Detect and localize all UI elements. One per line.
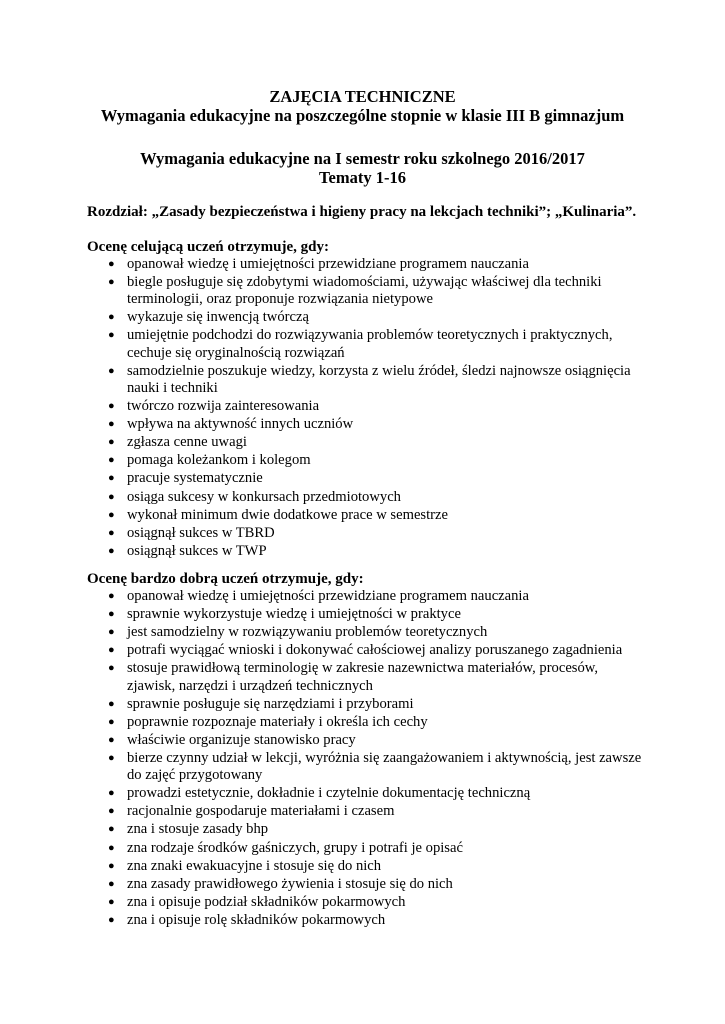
list-item: ● stosuje prawidłową terminologię w zakresie nazewnictwa materiałów, procesów, zjawisk, narzędzi i urządzeń technicznych <box>108 660 599 694</box>
bullet-icon: ● <box>108 662 115 675</box>
list-item: ● osiągnął sukces w TBRD <box>108 524 275 541</box>
list-item: ● racjonalnie gospodaruje materiałami i czasem <box>108 803 395 820</box>
list-item: ● osiąga sukcesy w konkursach przedmiotowych <box>108 488 401 505</box>
list-item: ● zna rodzaje środków gaśniczych, grupy i potrafi je opisać <box>108 839 463 856</box>
list-item: ● pracuje systematycznie <box>108 470 263 487</box>
list-item: ● wykonał minimum dwie dodatkowe prace w semestrze <box>108 506 448 523</box>
document-subtitle: Wymagania edukacyjne na poszczególne stopnie w klasie III B gimnazjum <box>100 106 625 125</box>
list-item: ● jest samodzielny w rozwiązywaniu problemów teoretycznych <box>108 624 488 641</box>
bullet-icon: ● <box>108 913 115 926</box>
bullet-icon: ● <box>108 526 115 539</box>
list-item: ● opanował wiedzę i umiejętności przewidziane programem nauczania <box>108 588 529 604</box>
list-item: ● wpływa na aktywność innych uczniów <box>108 416 354 433</box>
bullet-icon: ● <box>108 590 115 602</box>
list-item: ● zna i stosuje zasady bhp <box>108 821 269 838</box>
list-item: ● wykazuje się inwencją twórczą <box>108 309 309 326</box>
list-item: ● bierze czynny udział w lekcji, wyróżnia się zaangażowaniem i aktywnością, jest zawsze do zajęć przygotowany <box>108 749 642 784</box>
bullet-icon: ● <box>108 311 115 324</box>
list-item: ● prowadzi estetycznie, dokładnie i czytelnie dokumentację techniczną <box>108 785 531 802</box>
bullet-icon: ● <box>108 472 115 485</box>
list-item: ● zna i opisuje rolę składników pokarmowych <box>108 911 386 928</box>
list-item: ● zgłasza cenne uwagi <box>108 434 247 451</box>
bullet-icon: ● <box>108 436 115 449</box>
bullet-icon: ● <box>108 644 115 657</box>
list-item: ● poprawnie rozpoznaje materiały i określa ich cechy <box>108 713 428 730</box>
bullet-icon: ● <box>108 841 115 854</box>
document-title: ZAJĘCIA TECHNICZNE <box>269 87 456 106</box>
list-item: ● zna znaki ewakuacyjne i stosuje się do nich <box>108 857 382 874</box>
bullet-icon: ● <box>108 823 115 836</box>
list-item: ● pomaga koleżankom i kolegom <box>108 452 311 469</box>
list-item: ● osiągnął sukces w TWP <box>108 542 267 559</box>
list-item: ● biegle posługuje się zdobytymi wiadomościami, używając właściwej dla techniki terminologii, oraz proponuje rozwiązania nietypowe <box>108 274 602 308</box>
bullet-icon: ● <box>108 364 115 377</box>
list-item: ● opanował wiedzę i umiejętności przewidziane programem nauczania <box>108 256 529 272</box>
list-item: ● potrafi wyciągać wnioski i dokonywać całościowej analizy poruszanego zagadnienia <box>108 642 623 659</box>
bullet-icon: ● <box>108 895 115 908</box>
list-item: ● sprawnie wykorzystuje wiedzę i umiejętności w praktyce <box>108 606 461 623</box>
bullet-icon: ● <box>108 276 115 289</box>
bullet-icon: ● <box>108 626 115 639</box>
bullet-icon: ● <box>108 608 115 621</box>
bullet-icon: ● <box>108 400 115 413</box>
bullet-icon: ● <box>108 751 115 764</box>
bullet-icon: ● <box>108 787 115 800</box>
bullet-icon: ● <box>108 258 115 270</box>
bullet-icon: ● <box>108 454 115 467</box>
bullet-icon: ● <box>108 733 115 746</box>
list-item: ● zna i opisuje podział składników pokarmowych <box>108 893 406 910</box>
bullet-icon: ● <box>108 805 115 818</box>
bullet-icon: ● <box>108 329 115 342</box>
chapter-heading: Rozdział: „Zasady bezpieczeństwa i higieny pracy na lekcjach techniki”; „Kulinaria”. <box>87 204 637 220</box>
semester-heading: Wymagania edukacyjne na I semestr roku szkolnego 2016/2017 <box>140 149 585 168</box>
bullet-icon: ● <box>108 697 115 710</box>
bullet-icon: ● <box>108 508 115 521</box>
bullet-icon: ● <box>108 715 115 728</box>
bullet-icon: ● <box>108 877 115 890</box>
list-item: ● samodzielnie poszukuje wiedzy, korzysta z wielu źródeł, śledzi najnowsze osiągnięcia nauki i techniki <box>108 362 631 396</box>
requirements-list-excellent <box>0 256 725 561</box>
list-item: ● właściwie organizuje stanowisko pracy <box>108 731 356 748</box>
list-item: ● sprawnie posługuje się narzędziami i przyborami <box>108 695 414 712</box>
section-heading-excellent: Ocenę celującą uczeń otrzymuje, gdy: <box>87 239 330 255</box>
section-heading-very-good: Ocenę bardzo dobrą uczeń otrzymuje, gdy: <box>87 571 364 587</box>
list-item: ● umiejętnie podchodzi do rozwiązywania problemów teoretycznych i praktycznych, cechuje się oryginalnością rozwiązań <box>108 327 613 361</box>
bullet-icon: ● <box>108 418 115 431</box>
bullet-icon: ● <box>108 544 115 557</box>
bullet-icon: ● <box>108 490 115 503</box>
topics-heading: Tematy 1-16 <box>319 168 406 187</box>
list-item: ● zna zasady prawidłowego żywienia i stosuje się do nich <box>108 875 453 892</box>
list-item: ● twórczo rozwija zainteresowania <box>108 398 320 415</box>
bullet-icon: ● <box>108 859 115 872</box>
requirements-list-very-good <box>0 588 725 930</box>
